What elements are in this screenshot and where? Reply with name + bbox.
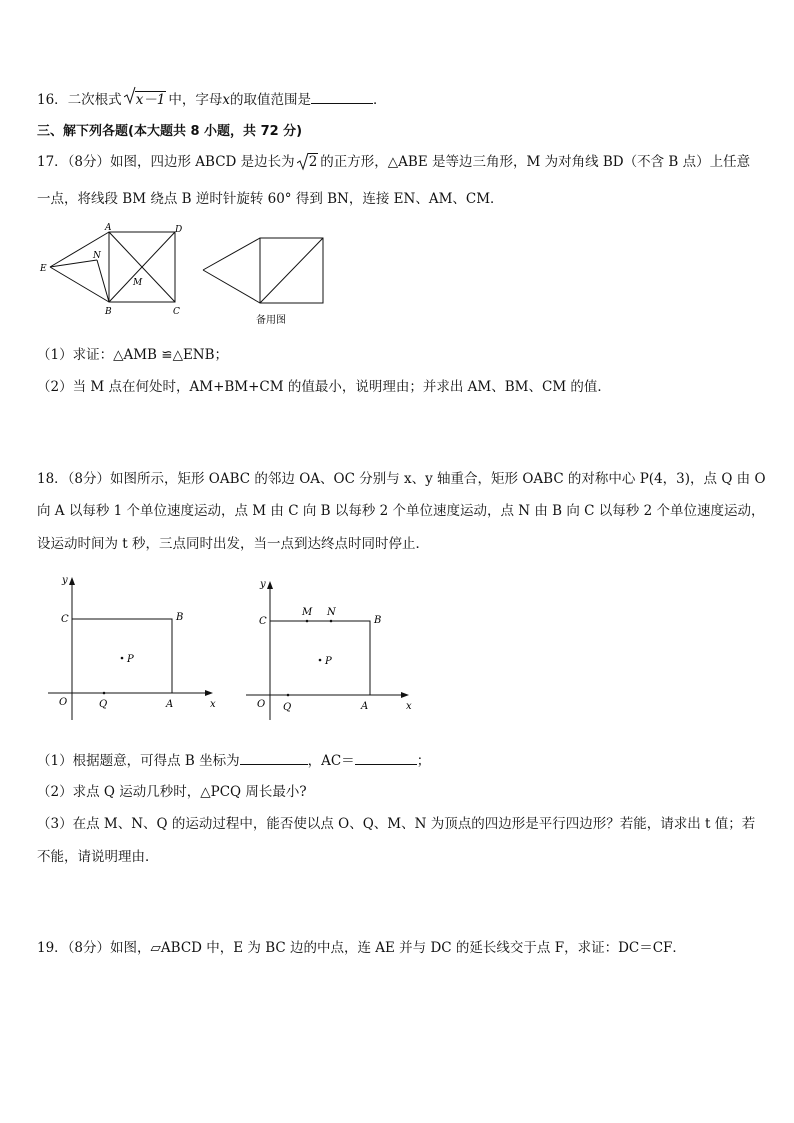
q18-part-1: [37, 749, 430, 769]
fig18b-label-m: M: [302, 607, 313, 618]
q18-line-1: 18．（8分）如图所示，矩形 OABC 的邻边 OA、OC 分别与 x、y 轴重合，矩形 OABC 的对称中心 P(4，3)，点 Q 由 O: [37, 471, 766, 487]
q18-part-2: （2）求点 Q 运动几秒时，△PCQ 周长最小?: [37, 784, 307, 800]
q18-figure-1: [40, 572, 225, 722]
q16-number: 16．: [37, 92, 68, 108]
radical-icon: [124, 86, 136, 106]
q17-figure: [35, 222, 195, 317]
q16-radicand: x－1: [135, 92, 166, 108]
q18-part-1-mid: ，AC＝: [307, 753, 355, 769]
segment-ea: [50, 232, 109, 267]
q18-part-1-end: ；: [416, 753, 431, 769]
q18-part-1-pre: （1）根据题意，可得点 B 坐标为: [37, 753, 240, 769]
x-axis-arrow-icon: [401, 692, 409, 698]
q18-figure-2: [238, 572, 423, 722]
q17-sqrt-value: 2: [308, 154, 318, 170]
spare-ea: [203, 238, 260, 270]
q17-line-1: [37, 150, 750, 170]
fig18b-label-q: Q: [283, 702, 292, 713]
spare-eb: [203, 270, 260, 303]
q17-part-1: （1）求证：△AMB ≌△ENB；: [37, 347, 229, 363]
q18-part-3-line-2: 不能，请说明理由．: [37, 849, 159, 865]
q16-post: 的取值范围是: [230, 92, 312, 108]
fig17-label-m: M: [133, 278, 143, 288]
fig18b-label-p: P: [325, 656, 332, 667]
q16-end: ．: [373, 92, 387, 108]
q18-b-coord-blank: [240, 750, 308, 765]
fig18a-label-a: A: [166, 699, 174, 710]
fig18a-label-o: O: [59, 697, 68, 708]
spare-diagonal: [260, 238, 323, 303]
fig18a-label-b: B: [176, 612, 184, 623]
q17-line-1-pre: 17．（8分）如图，四边形 ABCD 是边长为: [37, 154, 295, 170]
y-axis-arrow-icon: [267, 581, 273, 589]
point-q: [103, 692, 106, 695]
sqrt-expression: [124, 88, 167, 108]
point-p: [121, 657, 124, 660]
x-axis-arrow-icon: [205, 690, 213, 696]
fig18b-label-y: y: [260, 579, 266, 590]
segment-en: [50, 260, 97, 267]
sqrt-2-expression: [297, 154, 319, 170]
q16-pre: 二次根式: [67, 92, 122, 108]
q17-spare-figure: [200, 235, 330, 330]
q16-mid: 中，字母: [168, 92, 223, 108]
q17-line-2: 一点，将线段 BM 绕点 B 逆时针旋转 60° 得到 BN，连接 EN、AM、CM．: [37, 191, 504, 207]
section-3-heading: 三、解下列各题(本大题共 8 小题，共 72 分): [37, 124, 303, 139]
spare-figure-caption: 备用图: [256, 315, 286, 326]
fig17-label-n: N: [93, 251, 101, 261]
y-axis-arrow-icon: [69, 577, 75, 585]
fig18a-label-x: x: [210, 699, 216, 710]
point-n: [330, 620, 333, 623]
q16-var: x: [222, 92, 231, 108]
fig18b-label-o: O: [257, 699, 266, 710]
fig18a-label-c: C: [61, 614, 69, 625]
q18-line-3: 设运动时间为 t 秒，三点同时出发，当一点到达终点时同时停止．: [37, 536, 430, 552]
radical-icon: [297, 152, 309, 172]
q18-part-3-line-1: （3）在点 M、N、Q 的运动过程中，能否使以点 O、Q、M、N 为顶点的四边形是平行四边形？若能，请求出 t 值；若: [37, 816, 756, 832]
q18-line-2: 向 A 以每秒 1 个单位速度运动，点 M 由 C 向 B 以每秒 2 个单位速度运动，点 N 由 B 向 C 以每秒 2 个单位速度运动，: [37, 503, 765, 519]
fig18a-label-p: P: [127, 654, 134, 665]
fig18b-label-x: x: [406, 701, 412, 712]
rectangle-oabc: [72, 619, 172, 693]
q16-line: [37, 88, 387, 108]
fig18b-label-n: N: [327, 607, 336, 618]
fig18b-label-b: B: [374, 615, 382, 626]
q16-answer-blank: [311, 89, 373, 104]
fig17-label-b: B: [105, 307, 112, 317]
fig17-label-c: C: [173, 307, 180, 317]
fig17-label-a: A: [105, 223, 112, 233]
q17-line-1-post: 的正方形，△ABE 是等边三角形，M 为对角线 BD（不含 B 点）上任意: [320, 154, 751, 170]
fig18b-label-a: A: [361, 701, 369, 712]
fig18b-label-c: C: [259, 616, 267, 627]
rectangle-oabc: [270, 621, 370, 695]
fig17-label-d: D: [175, 225, 183, 235]
point-p: [319, 659, 322, 662]
fig17-label-e: E: [40, 264, 47, 274]
fig18a-label-q: Q: [99, 699, 108, 710]
q17-part-2: （2）当 M 点在何处时，AM+BM+CM 的值最小，说明理由；并求出 AM、BM、CM 的值．: [37, 379, 611, 395]
point-q: [287, 694, 290, 697]
point-m: [306, 620, 309, 623]
q19-text: 19．（8分）如图，▱ABCD 中，E 为 BC 边的中点，连 AE 并与 DC 的延长线交于点 F，求证：DC＝CF．: [37, 940, 686, 956]
fig18a-label-y: y: [62, 575, 68, 586]
q18-ac-blank: [355, 750, 417, 765]
